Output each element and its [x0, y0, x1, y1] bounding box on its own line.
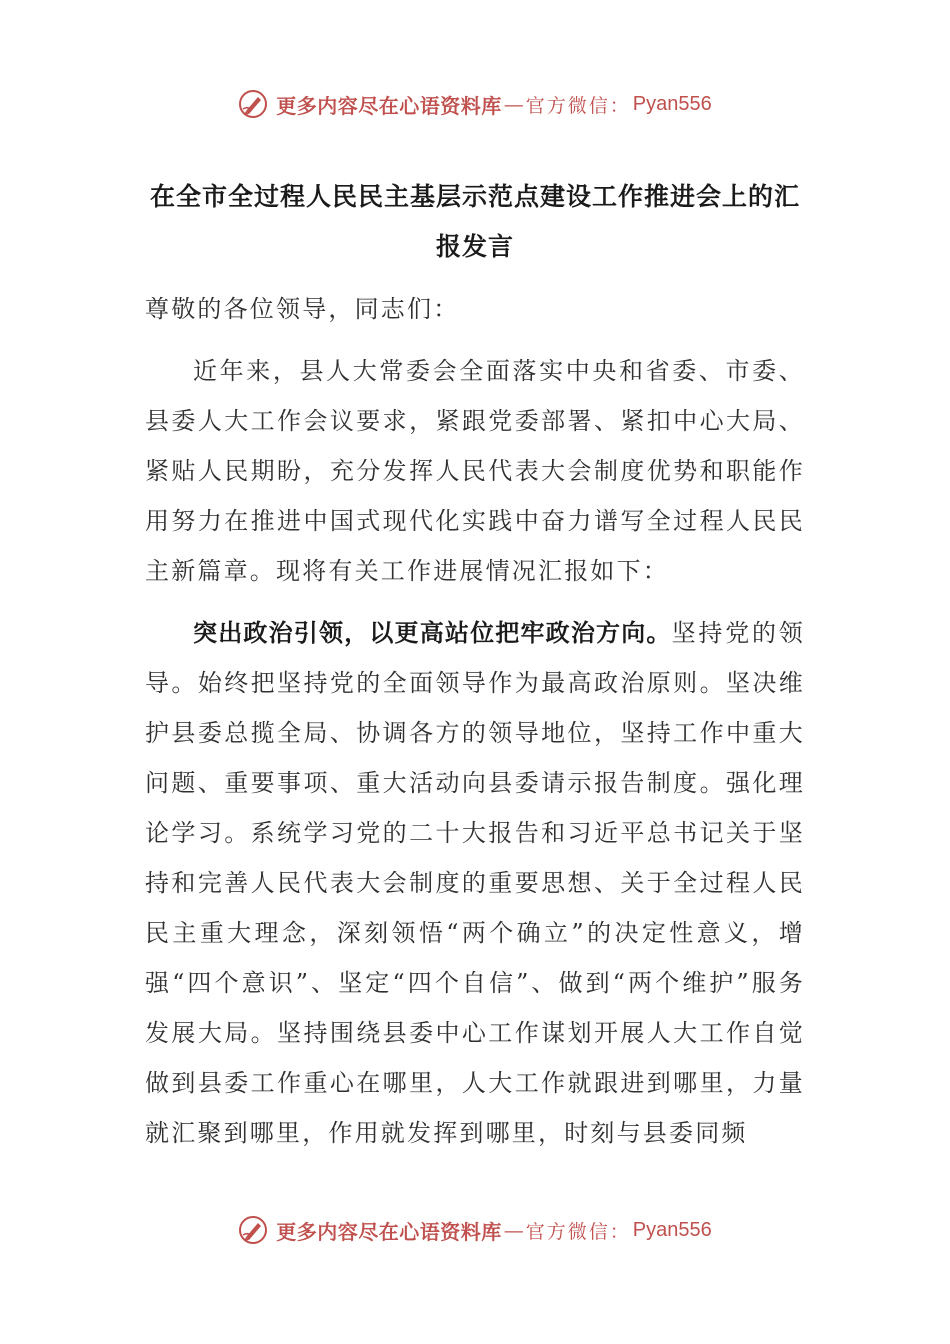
section-1-body: 坚持党的领导。始终把坚持党的全面领导作为最高政治原则。坚决维护县委总揽全局、协调各方的领导地位，坚持工作中重大问题、重要事项、重大活动向县委请示报告制度。强化理论学习。系统学习党的二十大报告和习近平总书记关于坚持和完善人民代表大会制度的重要思想、关于全过程人民民主重大理念，深刻领悟“两个确立”的决定性意义，增强“四个意识”、坚定“四个自信”、做到“两个维护”服务发展大局。坚持围绕县委中心工作谋划开展人大工作自觉做到县委工作重心在哪里，人大工作就跟进到哪里，力量就汇聚到哪里，作用就发挥到哪里，时刻与县委同频	[145, 619, 806, 1147]
watermark-banner-bottom	[0, 1210, 950, 1250]
document-title: 在全市全过程人民民主基层示范点建设工作推进会上的汇报发言	[149, 182, 800, 261]
watermark-wechat-id: Pyan556	[632, 92, 712, 115]
watermark-wechat-label: 官方微信：	[525, 1220, 631, 1243]
section-1-paragraph	[145, 608, 805, 1158]
document-body	[145, 284, 805, 1158]
salutation: 尊敬的各位领导，同志们：	[145, 295, 460, 323]
watermark-wechat-id: Pyan556	[632, 1218, 712, 1241]
pen-logo-icon	[238, 89, 268, 119]
watermark-separator: —	[503, 92, 524, 116]
watermark-wechat-label: 官方微信：	[525, 94, 631, 117]
watermark-banner-top	[0, 84, 950, 124]
watermark-text: 更多内容尽在心语资料库	[276, 1219, 502, 1244]
watermark-separator: —	[503, 1218, 524, 1242]
section-1-heading: 突出政治引领，以更高站位把牢政治方向。	[193, 618, 672, 647]
pen-logo-icon	[238, 1215, 268, 1245]
watermark-text: 更多内容尽在心语资料库	[276, 93, 502, 118]
intro-paragraph: 近年来，县人大常委会全面落实中央和省委、市委、县委人大工作会议要求，紧跟党委部署、紧扣中心大局、紧贴人民期盼，充分发挥人民代表大会制度优势和职能作用努力在推进中国式现代化实践中奋力谱写全过程人民民主新篇章。现将有关工作进展情况汇报如下：	[145, 357, 805, 585]
